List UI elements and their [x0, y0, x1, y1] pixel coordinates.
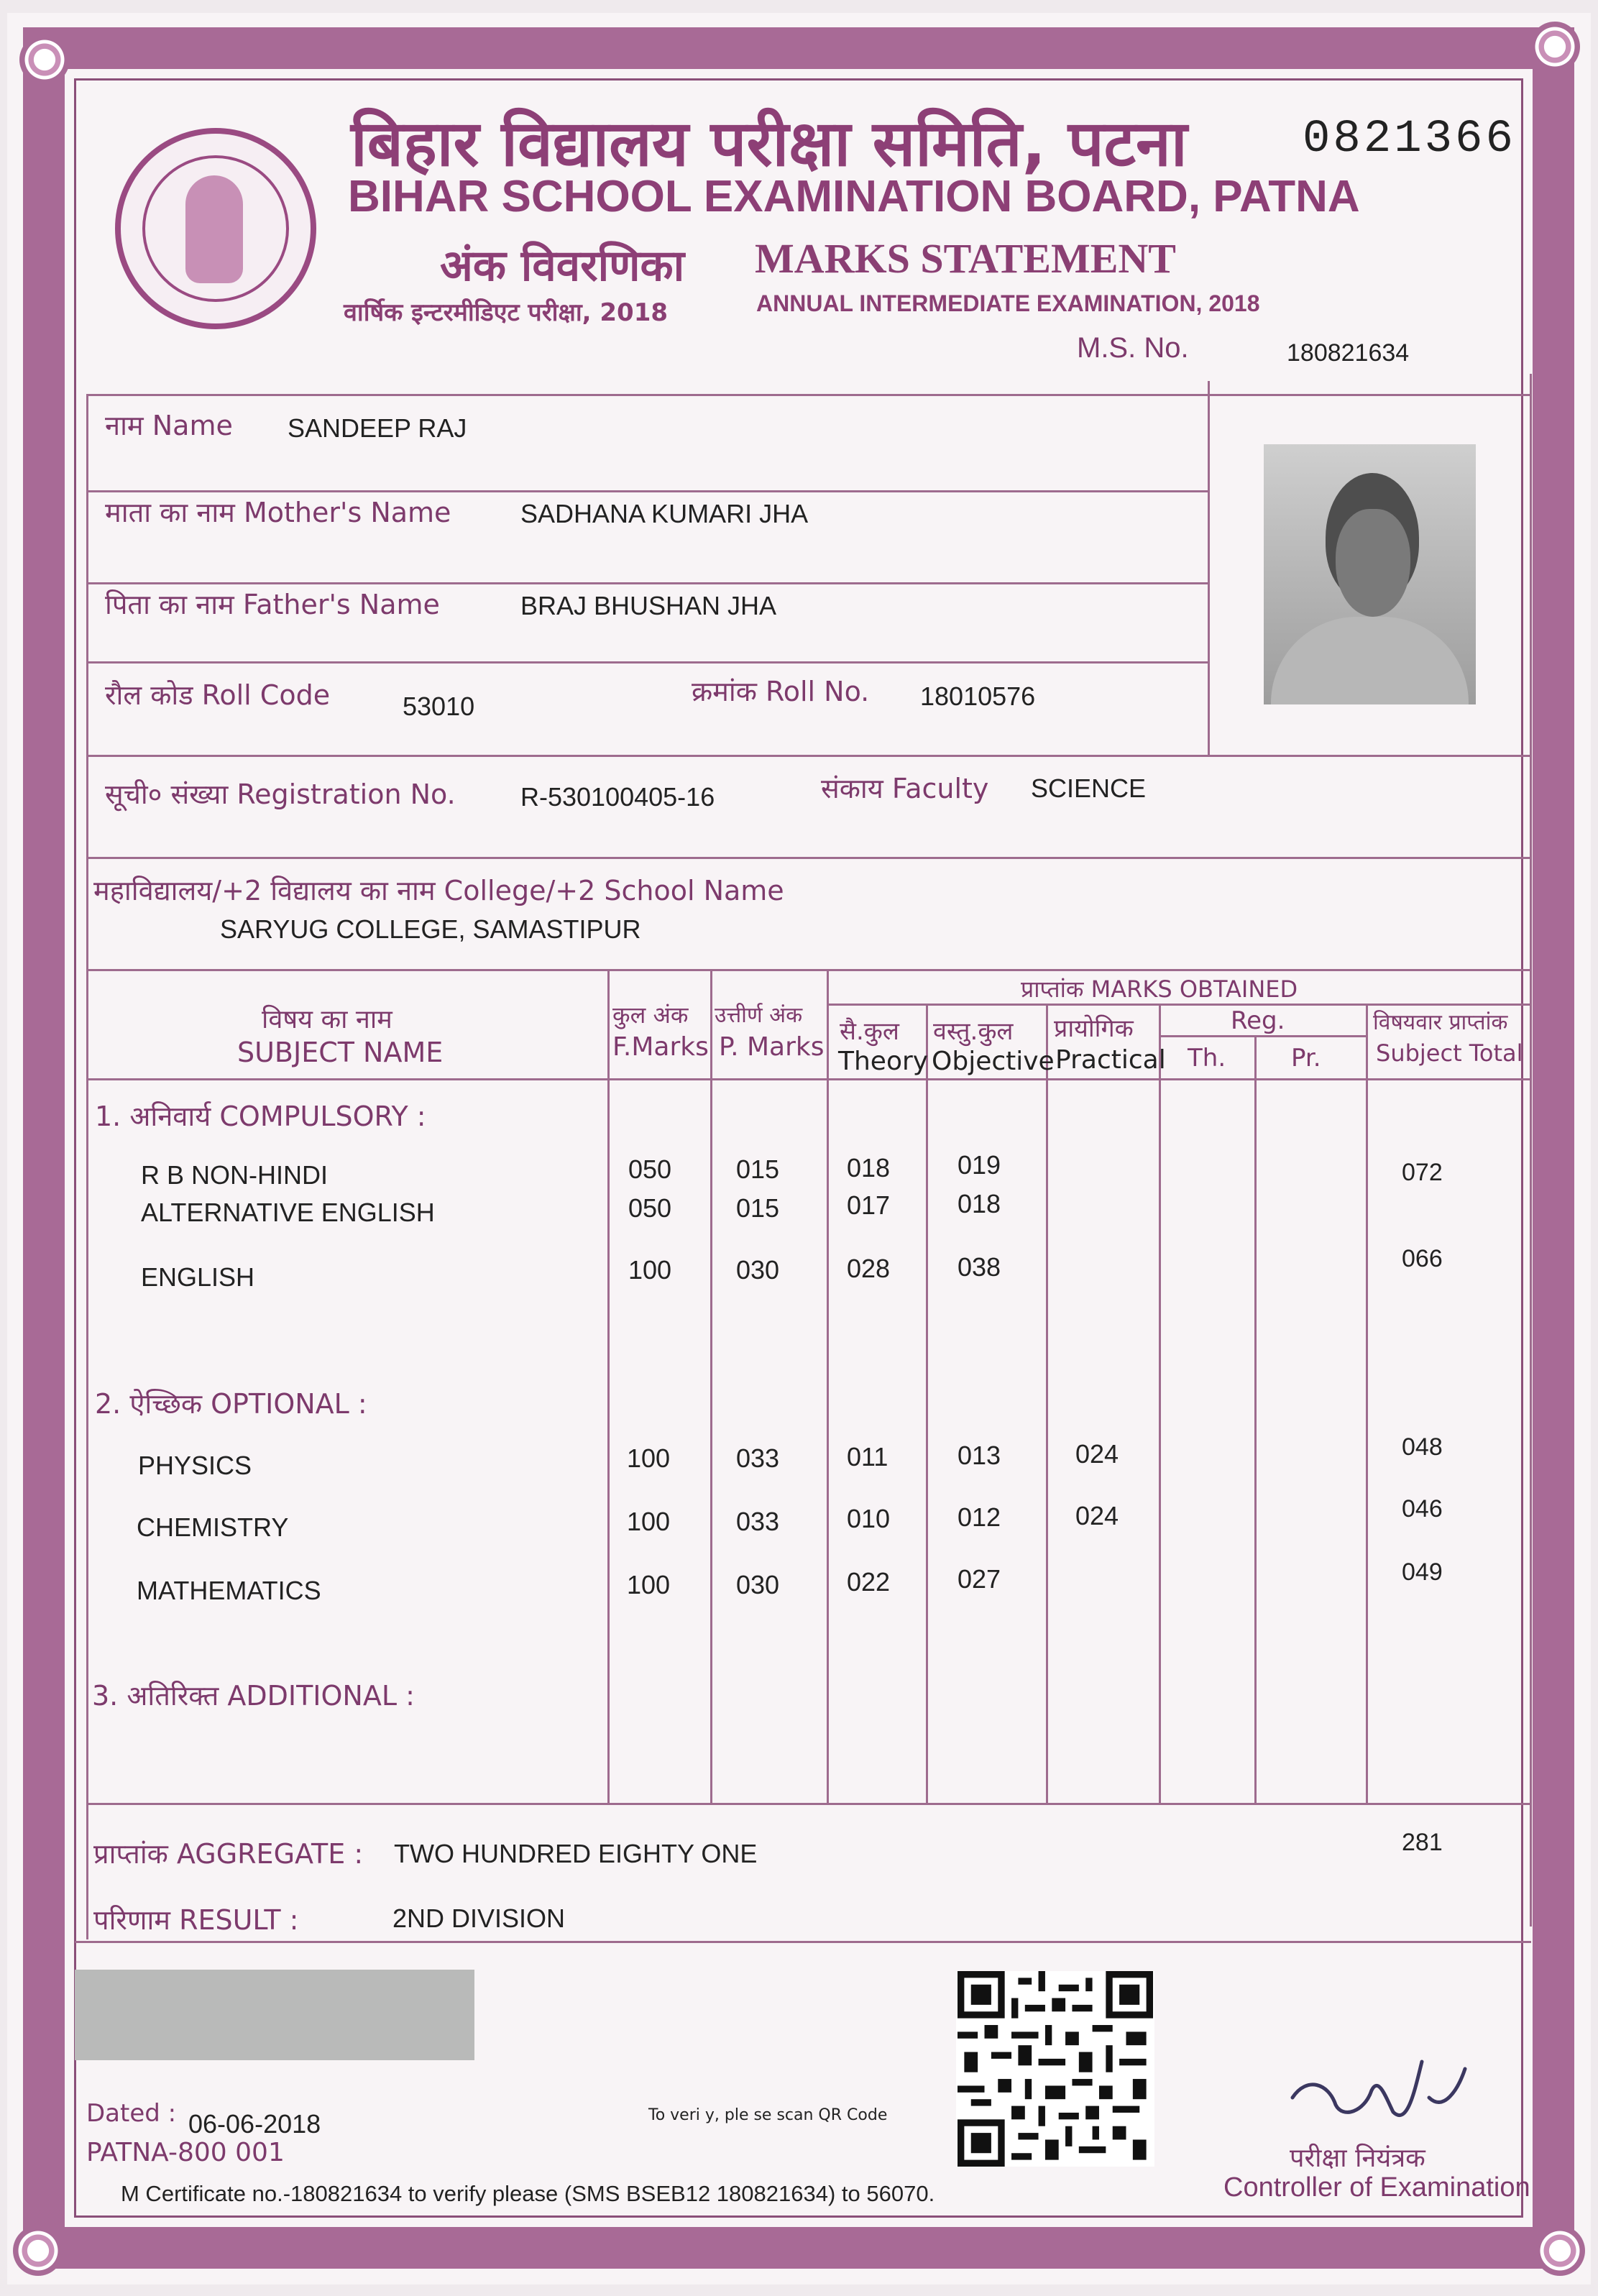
- aggregate-label: प्राप्तांक AGGREGATE :: [93, 1838, 364, 1870]
- subject-total: 049: [1402, 1558, 1443, 1586]
- board-title-hindi: बिहार विद्यालय परीक्षा समिति, पटना: [351, 106, 1188, 180]
- subject-name: MATHEMATICS: [137, 1576, 321, 1605]
- subject-total: 048: [1402, 1433, 1443, 1461]
- pass-marks: 030: [736, 1570, 780, 1599]
- theory-marks: 022: [847, 1567, 891, 1597]
- column-divider: [607, 969, 610, 1803]
- photo-shoulders: [1271, 617, 1469, 704]
- subject-total: 072: [1402, 1159, 1443, 1186]
- roll-code-label: रौल कोड Roll Code: [105, 679, 331, 711]
- corner-rosette-icon: [1535, 2226, 1585, 2276]
- faculty-label: संकाय Faculty: [821, 773, 989, 804]
- subject-name: CHEMISTRY: [137, 1512, 289, 1542]
- father-name: BRAJ BHUSHAN JHA: [520, 591, 777, 620]
- roll-no-value: 18010576: [920, 681, 1036, 711]
- objective-col-english: Objective: [932, 1047, 1055, 1076]
- redacted-block: [75, 1970, 474, 2060]
- statement-title-english: MARKS STATEMENT: [755, 235, 1176, 282]
- aggregate-value: 281: [1402, 1829, 1443, 1856]
- column-divider: [1366, 1004, 1368, 1803]
- objective-marks: 027: [958, 1564, 1001, 1594]
- full-marks: 100: [627, 1507, 671, 1536]
- practical-marks: 024: [1075, 1439, 1119, 1469]
- full-marks: 050: [628, 1193, 672, 1223]
- registration-label: सूची० संख्या Registration No.: [105, 779, 456, 810]
- dated-label: Dated :: [86, 2099, 177, 2128]
- subject-col-hindi: विषय का नाम: [262, 1005, 392, 1034]
- section-compulsory: 1. अनिवार्य COMPULSORY :: [95, 1101, 426, 1132]
- full-marks: 100: [627, 1570, 671, 1599]
- objective-marks: 018: [958, 1189, 1001, 1218]
- divider: [86, 857, 1531, 859]
- theory-marks: 011: [847, 1442, 888, 1471]
- roll-no-label: क्रमांक Roll No.: [692, 676, 870, 707]
- subject-name: PHYSICS: [138, 1451, 252, 1480]
- serial-number: 0821366: [1303, 114, 1516, 165]
- subject-name: ENGLISH: [141, 1262, 255, 1292]
- mother-name-label: माता का नाम Mother's Name: [105, 497, 451, 528]
- corner-rosette-icon: [13, 2226, 63, 2276]
- inner-frame: [74, 78, 1523, 2218]
- table-body-bottom: [86, 1803, 1531, 1805]
- certificate-verification-note: M Certificate no.-180821634 to verify please (SMS BSEB12 180821634) to 56070.: [121, 2181, 935, 2206]
- qr-instruction: To veri y, ple se scan QR Code: [648, 2106, 888, 2124]
- subject-total: 066: [1402, 1245, 1443, 1272]
- full-marks: 100: [628, 1255, 672, 1285]
- section-optional: 2. ऐच्छिक OPTIONAL :: [95, 1388, 367, 1420]
- objective-marks: 013: [958, 1441, 1001, 1470]
- roll-code-value: 53010: [403, 692, 475, 721]
- exam-name-english: ANNUAL INTERMEDIATE EXAMINATION, 2018: [756, 290, 1260, 316]
- column-divider: [926, 1004, 928, 1803]
- ms-no-value: 180821634: [1287, 339, 1410, 367]
- subject-name: R B NON-HINDI: [141, 1160, 328, 1190]
- fmarks-col-english: F.Marks: [612, 1032, 709, 1062]
- result-value: 2ND DIVISION: [392, 1904, 566, 1933]
- total-col-english: Subject Total: [1376, 1039, 1523, 1067]
- subject-name: ALTERNATIVE ENGLISH: [141, 1198, 435, 1227]
- faculty-value: SCIENCE: [1031, 773, 1147, 803]
- pass-marks: 015: [736, 1154, 780, 1184]
- name-label: नाम Name: [105, 410, 233, 441]
- divider: [86, 490, 1208, 492]
- table-header-bottom: [86, 1078, 1531, 1080]
- pass-marks: 033: [736, 1507, 780, 1536]
- divider: [86, 394, 88, 1939]
- divider: [1159, 1035, 1367, 1037]
- table-top: [86, 969, 1531, 971]
- theory-marks: 017: [847, 1190, 891, 1220]
- objective-col-hindi: वस्तु.कुल: [933, 1017, 1014, 1046]
- subject-col-english: SUBJECT NAME: [237, 1037, 444, 1068]
- controller-title-hindi: परीक्षा नियंत्रक: [1290, 2144, 1425, 2173]
- practical-marks: 024: [1075, 1501, 1119, 1530]
- theory-marks: 028: [847, 1254, 891, 1283]
- objective-marks: 012: [958, 1502, 1001, 1532]
- photo-face: [1336, 509, 1410, 617]
- theory-marks: 010: [847, 1504, 891, 1533]
- divider: [86, 582, 1208, 584]
- subject-total: 046: [1402, 1495, 1443, 1523]
- registration-value: R-530100405-16: [520, 782, 715, 812]
- corner-rosette-icon: [1530, 22, 1580, 72]
- column-divider: [1254, 1035, 1257, 1803]
- full-marks: 050: [628, 1154, 672, 1184]
- full-marks: 100: [627, 1443, 671, 1473]
- total-col-hindi: विषयवार प्राप्तांक: [1373, 1010, 1508, 1035]
- theory-col-english: Theory: [838, 1047, 929, 1076]
- board-title-english: BIHAR SCHOOL EXAMINATION BOARD, PATNA: [348, 172, 1360, 221]
- marks-obtained-heading: प्राप्तांक MARKS OBTAINED: [1021, 975, 1298, 1003]
- college-label: महाविद्यालय/+2 विद्यालय का नाम College/+2 School Name: [93, 875, 784, 906]
- exam-name-hindi: वार्षिक इन्टरमीडिएट परीक्षा, 2018: [344, 298, 669, 327]
- pmarks-col-english: P. Marks: [719, 1032, 825, 1062]
- objective-marks: 019: [958, 1150, 1001, 1180]
- section-additional: 3. अतिरिक्त ADDITIONAL :: [92, 1680, 415, 1712]
- issuing-place: PATNA-800 001: [86, 2138, 285, 2167]
- father-name-label: पिता का नाम Father's Name: [105, 589, 440, 620]
- objective-marks: 038: [958, 1252, 1001, 1282]
- seal-figure-icon: [185, 175, 243, 283]
- divider: [86, 755, 1531, 757]
- reg-th-col: Th.: [1188, 1044, 1226, 1073]
- aggregate-in-words: TWO HUNDRED EIGHTY ONE: [394, 1839, 758, 1868]
- pass-marks: 015: [736, 1193, 780, 1223]
- fmarks-col-hindi: कुल अंक: [612, 1001, 689, 1029]
- qr-code-icon: [956, 1971, 1154, 2167]
- theory-marks: 018: [847, 1153, 891, 1183]
- divider: [86, 661, 1208, 663]
- reg-col-heading: Reg.: [1231, 1006, 1285, 1035]
- reg-pr-col: Pr.: [1291, 1044, 1321, 1073]
- column-divider: [710, 969, 712, 1803]
- divider: [86, 394, 1531, 396]
- result-label: परिणाम RESULT :: [93, 1904, 299, 1936]
- board-seal-icon: [115, 128, 316, 329]
- divider: [1208, 381, 1210, 755]
- dated-value: 06-06-2018: [188, 2109, 321, 2139]
- theory-col-hindi: सै.कुल: [840, 1017, 899, 1046]
- pmarks-col-hindi: उत्तीर्ण अंक: [715, 1003, 803, 1028]
- column-divider: [1046, 1004, 1048, 1803]
- controller-title-english: Controller of Examination: [1223, 2172, 1530, 2203]
- pass-marks: 030: [736, 1255, 780, 1285]
- mother-name: SADHANA KUMARI JHA: [520, 499, 809, 528]
- column-divider: [1159, 1004, 1161, 1803]
- pass-marks: 033: [736, 1443, 780, 1473]
- column-divider: [827, 969, 829, 1803]
- practical-col-english: Practical: [1055, 1045, 1166, 1075]
- statement-title-hindi: अंक विवरणिका: [440, 241, 685, 291]
- controller-signature-icon: [1285, 2047, 1472, 2148]
- divider: [1530, 374, 1532, 1927]
- ms-no-label: M.S. No.: [1077, 332, 1189, 364]
- student-photo: [1264, 444, 1476, 704]
- college-name: SARYUG COLLEGE, SAMASTIPUR: [220, 914, 641, 944]
- student-name: SANDEEP RAJ: [288, 413, 467, 443]
- table-bottom: [75, 1941, 1531, 1943]
- corner-rosette-icon: [19, 35, 70, 85]
- practical-col-hindi: प्रायोगिक: [1054, 1014, 1134, 1043]
